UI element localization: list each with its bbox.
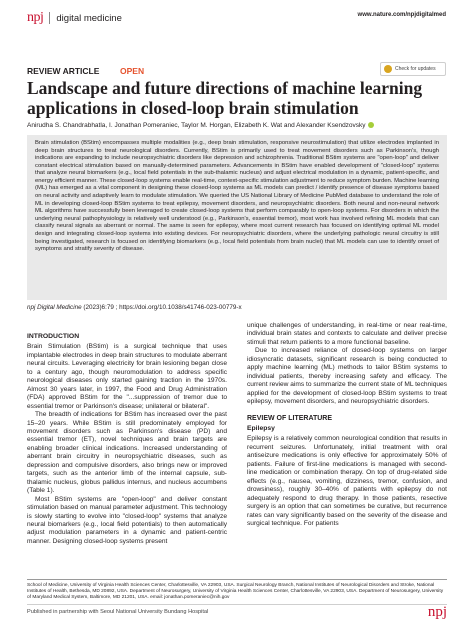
footer-divider xyxy=(27,604,447,605)
intro-paragraph-3: Most BStim systems are "open-loop" and deliver constant stimulation based on manual parameter adjustment. This technology is slowly starting to evolve into "closed-loop" systems that analyze neural biomarkers (e.g., local field potentials) to then automatically adjust modulation parameters in a dynamic and patient-centric manner. Designing closed-loop systems present xyxy=(27,495,227,545)
introduction-heading: INTRODUCTION xyxy=(27,333,80,340)
check-for-updates-button[interactable] xyxy=(380,62,446,76)
review-of-literature-heading: REVIEW OF LITERATURE xyxy=(247,414,333,422)
epilepsy-paragraph: Epilepsy is a relatively common neurological condition that results in recurrent seizures. Unfortunately, initial treatment with oral antiseizure medications is only effective for approximately 50% of patients. Failure of first-line medications is managed with second-line medication or combination therapy. On top of drug-related side effects (e.g., nausea, vomiting, dizziness, tremor, confusion, and drowsiness), roughly 30–40% of patients with epilepsy do not adequately respond to drug therapy. In those patients, resective surgery is an option that can sometimes be curative, but recurrence rates can vary significantly based on the severity of the disease and surgical technique. For patients xyxy=(247,435,447,527)
article-title: Landscape and future directions of machine learning applications in closed-loop brain stimulation xyxy=(27,78,423,118)
left-column xyxy=(27,333,227,546)
check-updates-label: Check for updates xyxy=(395,66,436,72)
citation-line xyxy=(27,304,242,311)
intro-paragraph-2: The breadth of indications for BStim has increased over the past 15–20 years. While BStim is still predominately employed for movement disorders such as Parkinson's disease (PD) and essential tremor (ET), novel techniques and brain targets are enabling broader clinical indications. Increased understanding of aberrant brain circuitry in neuropsychiatric diseases, such as depression and compulsive disorders, also brings new or improved targets, such as the anterior limb of the internal capsule, sub-thalamic nucleus, globus pallidus internus, and nucleus accumbens (Table 1). xyxy=(27,411,227,495)
check-updates-icon xyxy=(384,65,392,73)
footer-npj-logo: npj xyxy=(427,604,447,620)
open-access-badge: OPEN xyxy=(120,66,145,76)
citation-journal: npj Digital Medicine xyxy=(27,304,82,311)
abstract-box xyxy=(27,135,447,300)
intro-paragraph-1: Brain Stimulation (BStim) is a surgical technique that uses implantable electrodes in deep brain structures to modulate aberrant neural circuits. Leveraging electricity for brain lesioning began close to a century ago, though neuromodulation to address specific neurological diseases only started gaining traction in the 1970s. Almost 30 years later, in 1997, the Food and Drug Administration (FDA) approved BStim for the "...suppression of tremor due to essential tremor or Parkinson's disease; unilateral or bilateral". xyxy=(27,343,227,410)
journal-name: digital medicine xyxy=(56,12,122,24)
journal-url-link[interactable]: www.nature.com/npjdigitalmed xyxy=(357,12,446,18)
intro-paragraph-4: unique challenges of understanding, in real-time or near real-time, individual brain states and contexts to calculate and deliver precise stimuli that return patients to a more functional baseline. xyxy=(247,322,447,346)
right-column xyxy=(247,322,447,528)
brand-divider xyxy=(49,12,50,24)
article-type-label: REVIEW ARTICLE xyxy=(27,66,100,76)
publisher-partnership-text: Published in partnership with Seoul National University Bundang Hospital xyxy=(27,609,209,615)
footnote-divider xyxy=(27,579,447,580)
journal-brand[interactable] xyxy=(27,10,122,26)
authors-text: Anirudha S. Chandrabhatla, I. Jonathan Pomeraniec, Taylor M. Horgan, Elizabeth K. Wat and Alexander Ksendzovsky xyxy=(27,122,366,129)
abstract-text: Brain stimulation (BStim) encompasses multiple modalities (e.g., deep brain stimulation, responsive neurostimulation) that utilize electrodes implanted in deep brain structures to treat neurological disorders. Currently, BStim is primarily used to treat movement disorders such as Parkinson's, though indications are expanding to include neuropsychiatric disorders like depression and schizophrenia. Traditional BStim systems are "open-loop" and deliver constant electrical stimulation based on manually-determined parameters. Advancements in BStim have enabled development of "closed-loop" systems that analyze neural biomarkers (e.g., local field potentials in the sub-thalamic nucleus) and adjust electrical modulation in a dynamic, patient-specific, and energy efficient manner. These closed-loop systems enable real-time, context-specific stimulation adjustment to reduce symptom burden. Machine learning (ML) has emerged as a vital component in designing these closed-loop systems as ML models can predict / identify presence of disease symptoms based on neural activity and adaptively learn to modulate stimulation. We queried the US National Library of Medicine PubMed database to understand the role of ML in developing closed-loop BStim systems to treat epilepsy, movement disorders, and neuropsychiatric disorders. Both neural and non-neural network ML algorithms have successfully been leveraged to create closed-loop systems that perform comparably to open-loop systems. For disorders in which the underlying neural pathophysiology is relatively well understood (e.g., Parkinson's, essential tremor), most work has involved refining ML models that can classify neural signals as aberrant or normal. The same is seen for epilepsy, where most current research has focused on identifying optimal ML model design and integrating closed-loop systems into existing devices. For neuropsychiatric disorders, where the underlying pathologic neural circuitry is still being investigated, research is focused on identifying biomarkers (e.g., local field potentials from brain nuclei) that ML models can use to identify onset of symptoms and stratify severity of disease. xyxy=(35,140,439,253)
orcid-icon[interactable] xyxy=(368,122,374,128)
author-affiliations: School of Medicine, University of Virginia Health Sciences Center, Charlottesville, VA 22903, USA. Surgical Neurology Branch, National Institutes of Neurological Disorders and Stroke, National Institutes of Health, Bethesda, MD 20892, USA. Department of Neurosurgery, University of Virginia Health Sciences Center, Charlottesville, VA 22903, USA. Department of Neurosurgery, University of Maryland Medical System, Baltimore, MD 21201, USA. email: jonathan.pomeraniec@nih.gov xyxy=(27,583,444,601)
journal-header xyxy=(0,0,474,30)
citation-doi-link[interactable]: (2023)6:79 ; https://doi.org/10.1038/s41746-023-00779-x xyxy=(83,304,242,311)
author-list xyxy=(27,121,447,130)
intro-paragraph-5: Due to increased reliance of closed-loop systems on larger idiosyncratic datasets, significant research is being conducted to apply machine learning (ML) methods to tailor BStim systems to individual patients, thereby increasing safety and efficacy. The current review aims to summarize the current state of ML techniques applied for the development of closed-loop BStim systems to treat epilepsy, movement disorders, and neuropsychiatric disorders. xyxy=(247,347,447,406)
npj-logo: npj xyxy=(27,10,44,25)
epilepsy-heading: Epilepsy xyxy=(247,424,275,432)
